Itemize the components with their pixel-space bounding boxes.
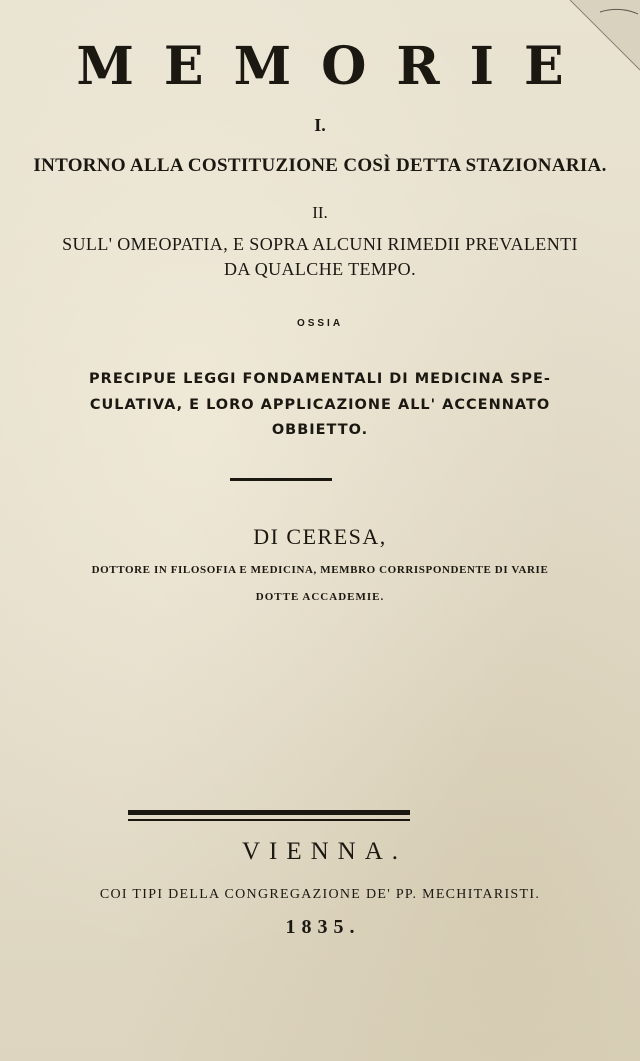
- part-two-title-line-1: SULL' OMEOPATIA, E SOPRA ALCUNI RIMEDII PREVALENTI: [62, 234, 578, 254]
- part-three-title-line-1: PRECIPUE LEGGI FONDAMENTALI DI MEDICINA SPE-: [89, 371, 551, 387]
- part-one-title: INTORNO ALLA COSTITUZIONE COSÌ DETTA STAZIONARIA.: [33, 155, 607, 176]
- divider-rule: [230, 478, 332, 481]
- author-titles-line-2: DOTTE ACCADEMIE.: [255, 591, 385, 603]
- publication-city: VIENNA.: [241, 838, 408, 865]
- author-titles-line-1: DOTTORE IN FILOSOFIA E MEDICINA, MEMBRO CORRISPONDENTE DI VARIE: [91, 564, 549, 576]
- main-title: MEMORIE: [76, 36, 594, 97]
- part-two-number: II.: [312, 203, 328, 222]
- imprint-rule-thick: [128, 810, 410, 815]
- author-name: DI CERESA,: [253, 524, 387, 549]
- part-three-title-line-3: OBBIETTO.: [271, 422, 369, 438]
- part-three-title-line-2: CULATIVA, E LORO APPLICAZIONE ALL' ACCENNATO: [89, 397, 551, 413]
- printer: COI TIPI DELLA CONGREGAZIONE DE' PP. MECHITARISTI.: [99, 887, 541, 902]
- imprint-rule-thin: [128, 819, 410, 821]
- part-one-number: I.: [314, 115, 326, 135]
- conjunction: OSSIA: [296, 318, 344, 329]
- part-two-title-line-2: DA QUALCHE TEMPO.: [224, 259, 416, 279]
- publication-year: 1835.: [285, 916, 361, 938]
